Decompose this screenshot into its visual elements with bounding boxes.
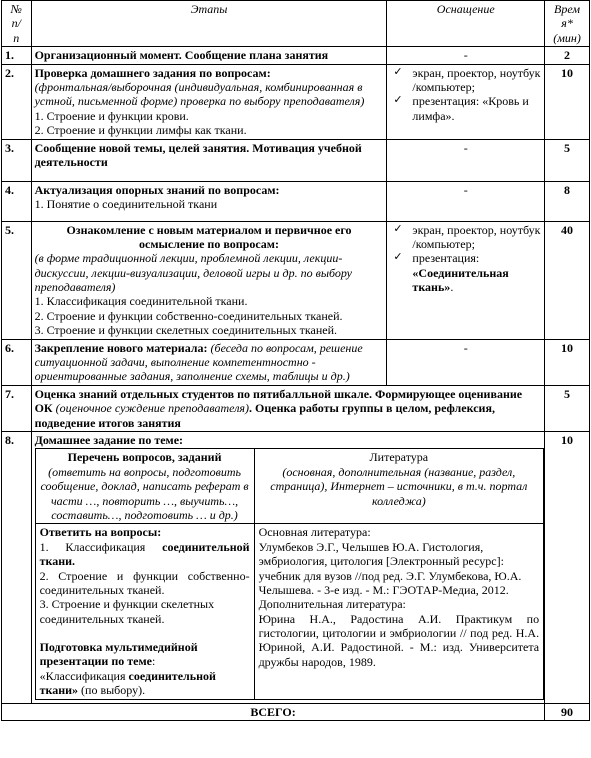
time-cell: 10 xyxy=(545,64,590,139)
equipment-cell xyxy=(387,64,545,139)
stage-title: Актуализация опорных знаний по вопросам: xyxy=(34,182,280,197)
checkmark-icon: ✓ xyxy=(393,65,403,78)
header-stages: Этапы xyxy=(31,1,387,47)
table-row xyxy=(2,221,590,339)
stage-title: Ознакомление с новым материалом и первичное его осмысление по вопросам: xyxy=(66,222,352,251)
table-row xyxy=(2,181,590,221)
table-row xyxy=(2,139,590,181)
stage-note: (в форме традиционной лекции, проблемной лекции, лекции-дискуссии, лекции-визуализации, деловой игры и др. по выбору преподавателя) xyxy=(34,251,352,295)
stage-note: (фронтальная/выборочная (индивидуальная, комбинированная в устной, письменной форме) проверка по выбору преподавателя) xyxy=(34,79,365,109)
stage-question: 2. Строение и функции лимфы как ткани. xyxy=(34,123,247,138)
homework-cell xyxy=(31,431,545,703)
stage-question: 1. Строение и функции крови. xyxy=(34,108,189,123)
stage-cell: Оценка знаний отдельных студентов по пятибалльной шкале. Формирующее оценивание ОК (оценочное суждение преподавателя). Оценка работы группы в целом, рефлексия, подведение итогов занятия xyxy=(31,385,545,431)
stage-title: Сообщение новой темы, целей занятия. Мотивация учебной деятельности xyxy=(31,139,387,181)
homework-questions-title: Ответить на вопросы: xyxy=(39,525,162,540)
equipment-item: ✓ экран, проектор, ноутбук /компьютер; xyxy=(393,222,541,251)
checkmark-icon: ✓ xyxy=(393,251,403,264)
stage-question: 2. Строение и функции собственно-соединительных тканей. xyxy=(34,308,343,323)
homework-question: 3. Строение и функции скелетных соединительных тканей. xyxy=(39,597,215,626)
homework-question: 1. Классификация соединительной ткани. xyxy=(39,539,250,569)
row-number: 1. xyxy=(2,47,32,64)
table-row xyxy=(2,47,590,64)
time-cell: 8 xyxy=(545,181,590,221)
time-cell: 10 xyxy=(545,431,590,703)
main-literature-label: Основная литература: xyxy=(258,525,371,540)
table-row xyxy=(2,64,590,139)
row-number: 6. xyxy=(2,339,32,385)
row-number: 7. xyxy=(2,385,32,431)
checkmark-icon: ✓ xyxy=(393,222,403,235)
homework-tasks xyxy=(35,524,254,699)
row-number: 5. xyxy=(2,221,32,339)
presentation-task: Подготовка мультимедийной презентации по теме: xyxy=(39,640,198,669)
checkmark-icon: ✓ xyxy=(393,94,403,107)
time-cell: 5 xyxy=(545,139,590,181)
homework-header-row xyxy=(35,449,544,524)
stage-question: 3. Строение и функции скелетных соединительных тканей. xyxy=(34,323,337,338)
header-time: Врем я* (мин) xyxy=(545,1,590,47)
table-header-row xyxy=(2,1,590,47)
total-label: ВСЕГО: xyxy=(2,703,545,720)
equipment-cell: - xyxy=(387,339,545,385)
time-cell: 40 xyxy=(545,221,590,339)
header-equipment: Оснащение xyxy=(387,1,545,47)
stage-question: 1. Классификация соединительной ткани. xyxy=(34,294,248,309)
equipment-item: ✓ экран, проектор, ноутбук /компьютер; xyxy=(393,65,541,94)
main-literature: Улумбеков Э.Г., Челышев Ю.А. Гистология, эмбриология, цитология [Электронный ресурс]: учебник для вузов //под ред. Э.Г. Улумбекова, Ю.А. Челышева. - 3-е изд. - М.: ГЭОТАР-Медиа, 2012. xyxy=(258,539,522,597)
stage-title: Организационный момент. Сообщение плана занятия xyxy=(31,47,387,64)
time-cell: 5 xyxy=(545,385,590,431)
equipment-list xyxy=(390,223,541,295)
stage-cell xyxy=(31,181,387,221)
stage-title: Домашнее задание по теме: xyxy=(34,432,184,447)
header-number: № п/ п xyxy=(2,1,32,47)
stage-cell xyxy=(31,339,387,385)
row-number: 4. xyxy=(2,181,32,221)
presentation-topic: «Классификация соединительной ткани» (по выбору). xyxy=(39,668,216,698)
time-cell: 2 xyxy=(545,47,590,64)
additional-literature: Юрина Н.А., Радостина А.И. Практикум по гистологии, цитологии и эмбриологии // под ред. Н.А. Юриной, А.И. Радостиной. - М.: изд. Университета дружбы народов, 1989. xyxy=(258,611,540,669)
additional-literature-label: Дополнительная литература: xyxy=(258,597,406,612)
equipment-item: ✓ презентация: «Кровь и лимфа». xyxy=(393,94,529,123)
equipment-cell: - xyxy=(387,139,545,181)
table-row xyxy=(2,385,590,431)
lesson-plan-table xyxy=(1,0,590,721)
table-row xyxy=(2,339,590,385)
row-number: 3. xyxy=(2,139,32,181)
literature-list xyxy=(254,524,544,699)
total-row xyxy=(2,703,590,720)
total-value: 90 xyxy=(545,703,590,720)
stage-title: Проверка домашнего задания по вопросам: xyxy=(34,65,271,80)
row-number: 2. xyxy=(2,64,32,139)
stage-title: Закрепление нового материала: xyxy=(34,340,208,355)
stage-note: (оценочное суждение преподавателя) xyxy=(55,401,249,416)
stage-question: 1. Понятие о соединительной ткани xyxy=(34,196,218,211)
homework-content-row xyxy=(35,524,544,699)
homework-question: 2. Строение и функции собственно-соединительных тканей. xyxy=(39,568,250,597)
homework-tasks-header: Перечень вопросов, заданий (ответить на вопросы, подготовить сообщение, доклад, написать реферат в части …, повторить …, выучить…, составить…, подготовить … и др.) xyxy=(35,449,254,524)
time-cell: 10 xyxy=(545,339,590,385)
equipment-cell xyxy=(387,221,545,339)
row-number: 8. xyxy=(2,431,32,703)
literature-header: Литература (основная, дополнительная (название, раздел, страница), Интернет – источники, в т.ч. портал колледжа) xyxy=(254,449,544,524)
equipment-cell: - xyxy=(387,47,545,64)
equipment-list xyxy=(390,66,541,124)
homework-table xyxy=(35,448,545,699)
stage-cell xyxy=(31,64,387,139)
table-row xyxy=(2,431,590,703)
equipment-cell: - xyxy=(387,181,545,221)
stage-note: (беседа по вопросам, решение ситуационной задачи, выполнение компетентностно - ориентированные задания, заполнение схемы, таблицы и др.) xyxy=(34,340,363,384)
equipment-item: ✓ презентация: «Соединительная ткань». xyxy=(393,251,509,295)
stage-cell xyxy=(31,221,387,339)
